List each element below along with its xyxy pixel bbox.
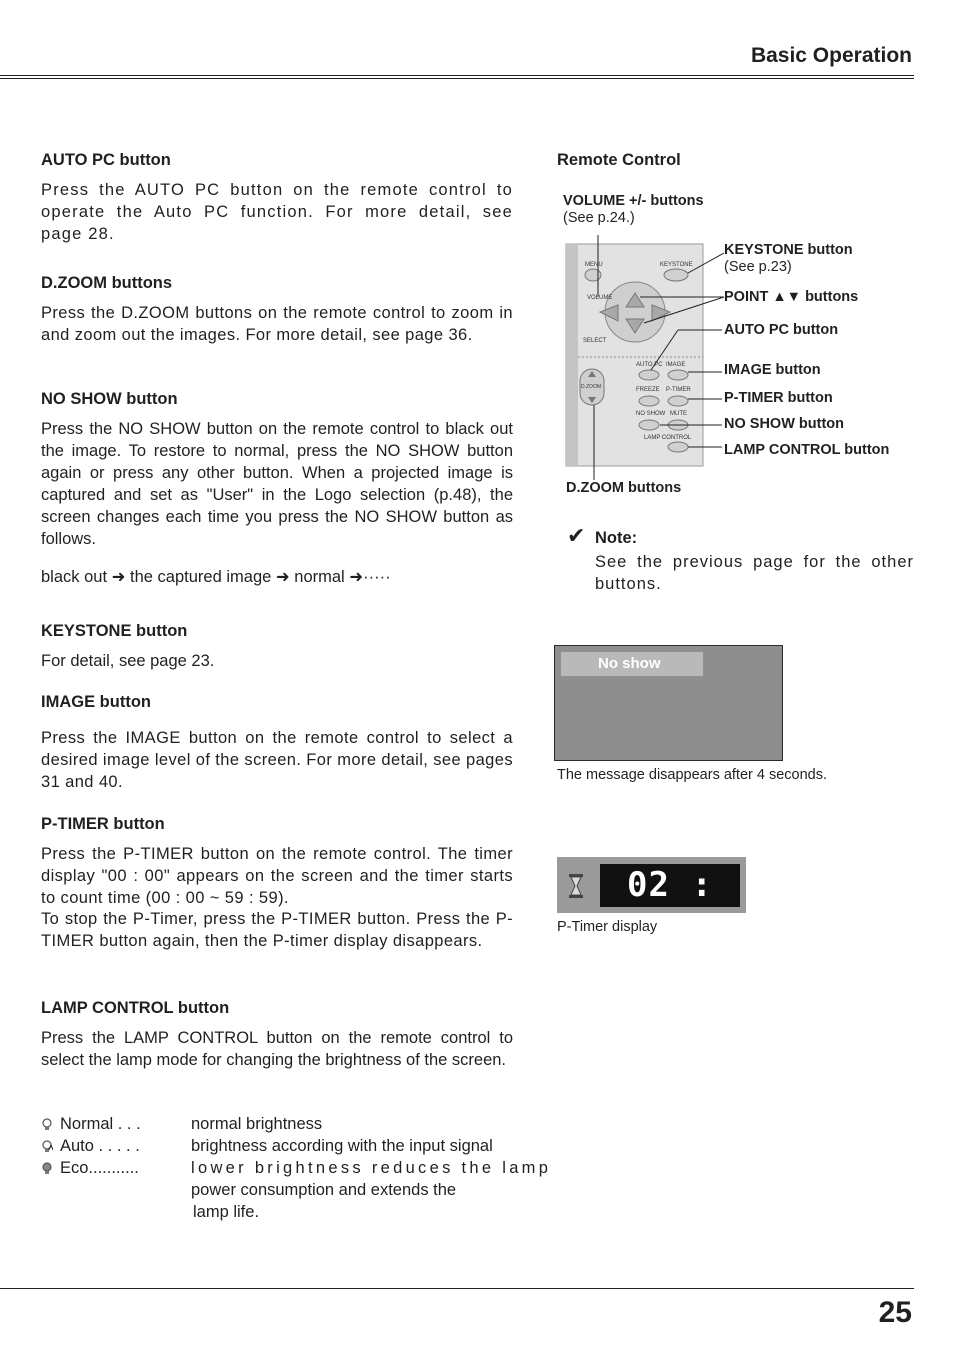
page-number: 25 — [878, 1296, 912, 1329]
menu-key-icon — [585, 269, 601, 281]
section-title: Basic Operation — [750, 44, 912, 67]
body-auto-pc: Press the AUTO PC button on the remote control to operate the Auto PC function. For more detail, see page 28. — [41, 181, 513, 243]
remote-control-illustration — [560, 235, 730, 480]
body-no-show: Press the NO SHOW button on the remote control to black out the image. To restore to normal, press the NO SHOW button again or press any other button. When a projected image is captured and set as "User" in the Logo selection (p.48), the screen changes each time you press the NO SHOW button as follows. — [41, 420, 513, 548]
keystone-button-label: KEYSTONE button — [724, 242, 853, 258]
no-show-button-label: NO SHOW button — [724, 416, 845, 432]
no-show-key-icon — [639, 420, 659, 430]
lamp-mode-normal — [41, 1113, 521, 1135]
heading-auto-pc: AUTO PC button — [41, 151, 171, 169]
header-rule-2 — [0, 78, 914, 79]
no-show-caption: The message disappears after 4 seconds. — [557, 767, 828, 783]
body-p-timer: Press the P-TIMER button on the remote control. The timer display "00 : 00" appears on the screen and the timer starts to count time (00 : 00 ~ 59 : 59). — [41, 845, 513, 907]
auto-pc-key-label: AUTO PC — [636, 362, 663, 368]
image-key-label: IMAGE — [666, 362, 686, 368]
volume-buttons-label: VOLUME +/- buttons — [563, 193, 704, 209]
lamp-mode-key: Normal . . . — [60, 1115, 141, 1133]
volume-buttons-ref: (See p.24.) — [563, 210, 635, 226]
lamp-mode-auto — [41, 1135, 521, 1157]
dzoom-key-label: D.ZOOM — [581, 384, 601, 390]
lamp-control-button-label: LAMP CONTROL button — [724, 442, 890, 458]
no-show-tag: No show — [561, 652, 703, 676]
freeze-key-icon — [639, 396, 659, 406]
no-show-display — [554, 645, 783, 761]
lamp-mode-desc: normal brightness — [191, 1115, 323, 1133]
heading-image: IMAGE button — [41, 693, 151, 711]
keystone-key-icon — [664, 269, 688, 281]
select-key-label: SELECT — [583, 338, 607, 344]
lamp-control-key-label: LAMP CONTROL — [644, 435, 692, 441]
note-body: See the previous page for the other buttons. — [595, 553, 914, 593]
heading-p-timer: P-TIMER button — [41, 815, 165, 833]
remote-control-heading: Remote Control — [557, 151, 681, 169]
hourglass-icon — [569, 874, 583, 898]
lamp-mode-desc: brightness according with the input signal — [191, 1137, 493, 1155]
lamp-mode-desc: lower brightness reduces the lamp — [191, 1159, 552, 1177]
volume-key-label: VOLUME — [587, 295, 613, 301]
freeze-key-label: FREEZE — [636, 387, 660, 393]
lamp-mode-desc-2: power consumption and extends the — [191, 1181, 457, 1199]
body-keystone: For detail, see page 23. — [41, 652, 215, 670]
no-show-key-label: NO SHOW — [636, 411, 666, 417]
p-timer-key-icon — [668, 396, 688, 406]
bulb-icon — [41, 1118, 53, 1132]
heading-dzoom: D.ZOOM buttons — [41, 274, 173, 292]
keystone-button-ref: (See p.23) — [724, 259, 792, 275]
footer-rule — [0, 1288, 914, 1289]
point-buttons-label: POINT ▲▼ buttons — [724, 289, 859, 305]
dzoom-buttons-label: D.ZOOM buttons — [566, 480, 682, 496]
image-key-icon — [668, 370, 688, 380]
lamp-mode-key: Auto . . . . . — [60, 1137, 140, 1155]
heading-lamp-control: LAMP CONTROL button — [41, 999, 230, 1017]
keystone-key-label: KEYSTONE — [660, 262, 693, 268]
no-show-sequence: black out ➜ the captured image ➜ normal ➜····· — [41, 568, 391, 586]
p-timer-time: 02 : 02 — [600, 864, 740, 907]
body-lamp-control: Press the LAMP CONTROL button on the remote control to select the lamp mode for changing the brightness of the screen. — [41, 1029, 513, 1069]
body-p-timer-2: To stop the P-Timer, press the P-TIMER button. Press the P-TIMER button again, then the P-timer display disappears. — [41, 910, 513, 950]
lamp-mode-desc-3: lamp life. — [193, 1203, 260, 1221]
body-image: Press the IMAGE button on the remote control to select a desired image level of the screen. For more detail, see pages 31 and 40. — [41, 729, 513, 791]
auto-pc-key-icon — [639, 370, 659, 380]
image-button-label: IMAGE button — [724, 362, 821, 378]
lamp-control-key-icon — [668, 442, 688, 452]
menu-key-label: MENU — [585, 262, 603, 268]
heading-keystone: KEYSTONE button — [41, 622, 188, 640]
auto-pc-button-label: AUTO PC button — [724, 322, 839, 338]
lamp-mode-key: Eco........... — [60, 1159, 139, 1177]
bulb-auto-icon — [41, 1140, 53, 1154]
heading-no-show: NO SHOW button — [41, 390, 178, 408]
note-title: Note: — [595, 529, 638, 547]
mute-key-label: MUTE — [670, 411, 687, 417]
p-timer-button-label: P-TIMER button — [724, 390, 833, 406]
check-icon: ✔ — [567, 523, 586, 548]
p-timer-caption: P-Timer display — [557, 919, 658, 935]
lamp-mode-eco — [41, 1157, 552, 1223]
header-rule — [0, 75, 914, 76]
bulb-eco-icon — [41, 1162, 53, 1176]
p-timer-key-label: P-TIMER — [666, 387, 691, 393]
body-dzoom: Press the D.ZOOM buttons on the remote control to zoom in and zoom out the images. For more detail, see page 36. — [41, 304, 513, 344]
